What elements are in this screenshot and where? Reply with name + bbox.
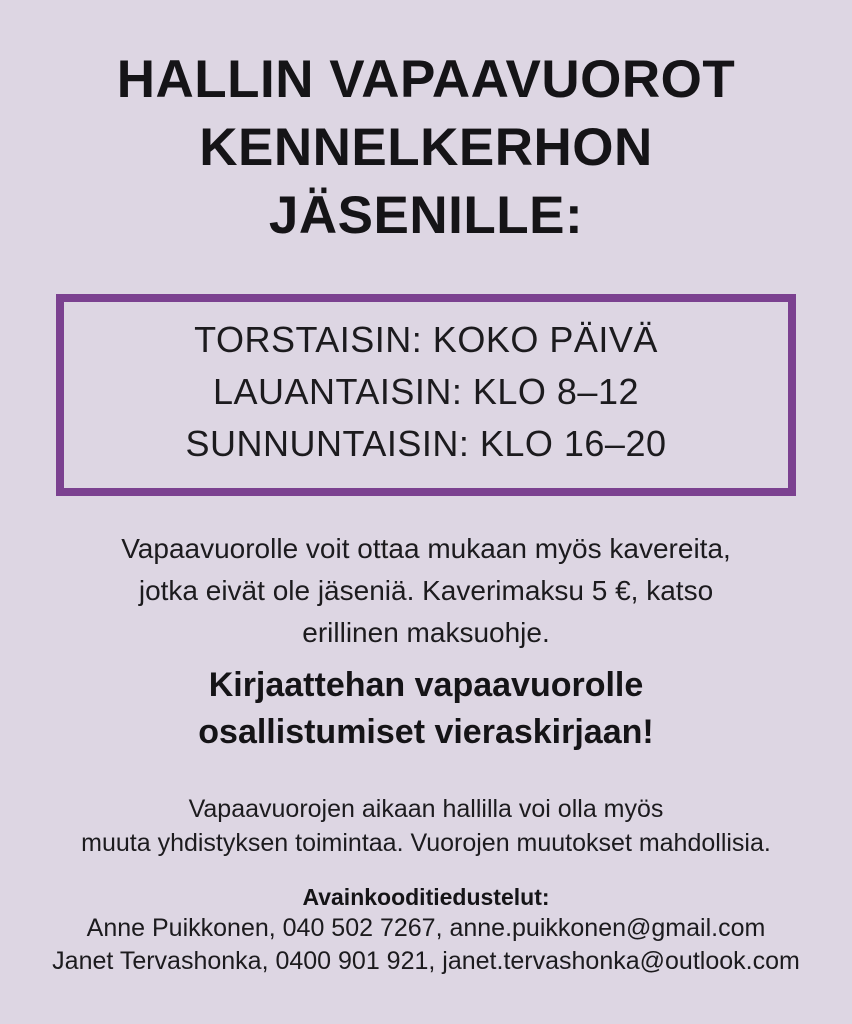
contacts-section bbox=[0, 882, 852, 978]
activity-note-line-2: muuta yhdistyksen toimintaa. Vuorojen muutokset mahdollisia. bbox=[81, 829, 771, 857]
activity-note-line-1: Vapaavuorojen aikaan hallilla voi olla myös bbox=[188, 795, 664, 823]
guestbook-note-line-2: osallistumiset vieraskirjaan! bbox=[198, 713, 654, 751]
guestbook-note bbox=[0, 662, 852, 756]
schedule-box bbox=[56, 294, 796, 496]
schedule-line-saturday: LAUANTAISIN: KLO 8–12 bbox=[212, 371, 639, 412]
friend-info-line-3: erillinen maksuohje. bbox=[302, 617, 550, 648]
friend-info-paragraph bbox=[0, 528, 852, 654]
title-line-1: HALLIN VAPAAVUOROT bbox=[116, 50, 736, 109]
schedule-line-sunday: SUNNUNTAISIN: KLO 16–20 bbox=[185, 423, 667, 464]
title-line-3: JÄSENILLE: bbox=[268, 186, 584, 245]
contact-line-janet: Janet Tervashonka, 0400 901 921, janet.tervashonka@outlook.com bbox=[52, 947, 800, 975]
contact-line-anne: Anne Puikkonen, 040 502 7267, anne.puikkonen@gmail.com bbox=[86, 914, 766, 942]
title-line-2: KENNELKERHON bbox=[199, 118, 653, 177]
schedule-line-thursday: TORSTAISIN: KOKO PÄIVÄ bbox=[194, 319, 658, 360]
friend-info-line-2: jotka eivät ole jäseniä. Kaverimaksu 5 €, katso bbox=[138, 575, 714, 606]
friend-info-line-1: Vapaavuorolle voit ottaa mukaan myös kavereita, bbox=[121, 533, 731, 564]
guestbook-note-line-1: Kirjaattehan vapaavuorolle bbox=[208, 666, 644, 704]
poster-title bbox=[0, 46, 852, 250]
activity-note bbox=[0, 792, 852, 860]
contacts-heading: Avainkooditiedustelut: bbox=[302, 884, 550, 910]
